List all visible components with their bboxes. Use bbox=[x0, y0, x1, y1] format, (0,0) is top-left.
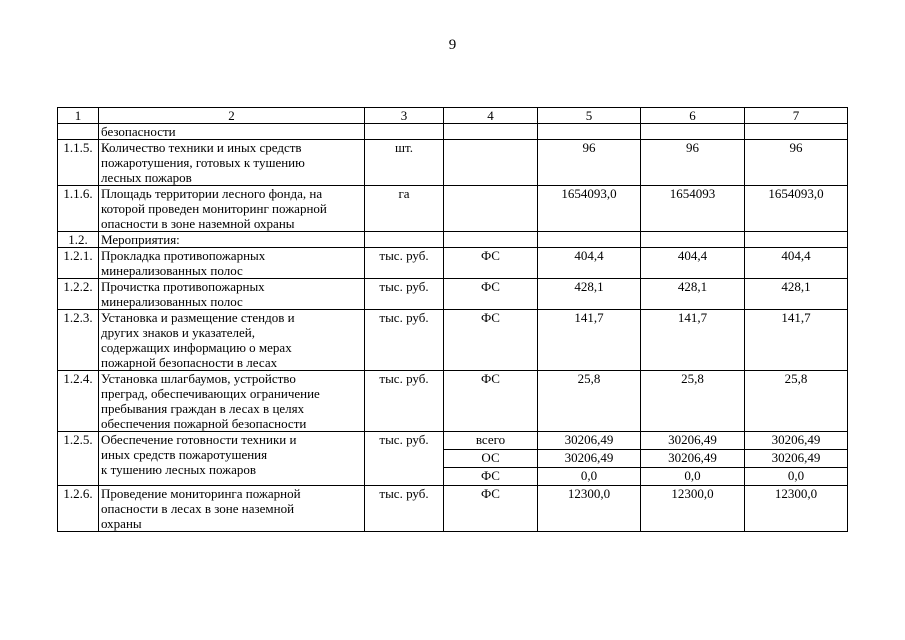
item-name-line: Мероприятия: bbox=[101, 232, 180, 247]
table-row bbox=[58, 248, 848, 279]
funding-source: ФС bbox=[444, 279, 538, 310]
table-row bbox=[58, 432, 848, 450]
item-number: 1.2.5. bbox=[58, 432, 99, 486]
value-col6: 12300,0 bbox=[641, 486, 745, 532]
item-name bbox=[99, 232, 365, 248]
value-col6: 404,4 bbox=[641, 248, 745, 279]
value-col5: 428,1 bbox=[538, 279, 641, 310]
item-name-line: иных средств пожаротушения bbox=[101, 447, 268, 462]
value-col7: 30206,49 bbox=[745, 432, 848, 450]
value-col5 bbox=[538, 124, 641, 140]
unit: тыс. руб. bbox=[365, 486, 444, 532]
table-row bbox=[58, 279, 848, 310]
value-col7: 141,7 bbox=[745, 310, 848, 371]
item-name-line: к тушению лесных пожаров bbox=[101, 462, 257, 477]
header-cell: 1 bbox=[58, 108, 99, 124]
header-cell: 2 bbox=[99, 108, 365, 124]
value-col6: 1654093 bbox=[641, 186, 745, 232]
value-col5: 0,0 bbox=[538, 468, 641, 486]
value-col5: 404,4 bbox=[538, 248, 641, 279]
value-col7: 1654093,0 bbox=[745, 186, 848, 232]
item-name-line: преград, обеспечивающих ограничение bbox=[101, 386, 320, 401]
item-number: 1.1.5. bbox=[58, 140, 99, 186]
value-col6: 30206,49 bbox=[641, 450, 745, 468]
header-cell: 3 bbox=[365, 108, 444, 124]
item-name-line: пожарной безопасности в лесах bbox=[101, 355, 278, 370]
item-number: 1.2.4. bbox=[58, 371, 99, 432]
item-name-line: Обеспечение готовности техники и bbox=[101, 432, 297, 447]
item-number: 1.1.6. bbox=[58, 186, 99, 232]
header-cell: 6 bbox=[641, 108, 745, 124]
value-col7: 404,4 bbox=[745, 248, 848, 279]
value-col7 bbox=[745, 232, 848, 248]
item-name-line: Проведение мониторинга пожарной bbox=[101, 486, 301, 501]
funding-source: ФС bbox=[444, 371, 538, 432]
item-name-line: охраны bbox=[101, 516, 142, 531]
funding-source bbox=[444, 186, 538, 232]
header-cell: 4 bbox=[444, 108, 538, 124]
item-number: 1.2.2. bbox=[58, 279, 99, 310]
item-name-line: лесных пожаров bbox=[101, 170, 192, 185]
item-number: 1.2.3. bbox=[58, 310, 99, 371]
item-name bbox=[99, 432, 365, 486]
item-name bbox=[99, 248, 365, 279]
value-col6 bbox=[641, 232, 745, 248]
value-col6: 96 bbox=[641, 140, 745, 186]
value-col6: 30206,49 bbox=[641, 432, 745, 450]
value-col6: 0,0 bbox=[641, 468, 745, 486]
value-col7: 428,1 bbox=[745, 279, 848, 310]
item-name-line: пребывания граждан в лесах в целях bbox=[101, 401, 305, 416]
item-name bbox=[99, 279, 365, 310]
item-name-line: опасности в лесах в зоне наземной bbox=[101, 501, 295, 516]
funding-source: ФС bbox=[444, 248, 538, 279]
value-col6: 428,1 bbox=[641, 279, 745, 310]
table-row bbox=[58, 486, 848, 532]
value-col7: 96 bbox=[745, 140, 848, 186]
value-col7: 12300,0 bbox=[745, 486, 848, 532]
unit: тыс. руб. bbox=[365, 248, 444, 279]
item-name-line: которой проведен мониторинг пожарной bbox=[101, 201, 327, 216]
item-name-line: обеспечения пожарной безопасности bbox=[101, 416, 307, 431]
unit: шт. bbox=[365, 140, 444, 186]
table-row bbox=[58, 140, 848, 186]
unit: тыс. руб. bbox=[365, 371, 444, 432]
value-col5: 25,8 bbox=[538, 371, 641, 432]
value-col5: 30206,49 bbox=[538, 450, 641, 468]
item-name-line: Прочистка противопожарных bbox=[101, 279, 265, 294]
item-name bbox=[99, 486, 365, 532]
item-name bbox=[99, 371, 365, 432]
item-number: 1.2.6. bbox=[58, 486, 99, 532]
unit: тыс. руб. bbox=[365, 279, 444, 310]
item-name-line: опасности в зоне наземной охраны bbox=[101, 216, 295, 231]
item-name-line: пожаротушения, готовых к тушению bbox=[101, 155, 305, 170]
unit bbox=[365, 232, 444, 248]
item-number: 1.2. bbox=[58, 232, 99, 248]
item-name-line: Установка шлагбаумов, устройство bbox=[101, 371, 296, 386]
item-name-line: Количество техники и иных средств bbox=[101, 140, 302, 155]
item-name-line: содержащих информацию о мерах bbox=[101, 340, 292, 355]
item-name-line: Площадь территории лесного фонда, на bbox=[101, 186, 323, 201]
table-row bbox=[58, 371, 848, 432]
unit: тыс. руб. bbox=[365, 432, 444, 486]
item-number bbox=[58, 124, 99, 140]
funding-source: ФС bbox=[444, 468, 538, 486]
funding-source: всего bbox=[444, 432, 538, 450]
header-cell: 5 bbox=[538, 108, 641, 124]
item-name-line: минерализованных полос bbox=[101, 263, 243, 278]
item-name bbox=[99, 140, 365, 186]
item-name-line: Прокладка противопожарных bbox=[101, 248, 266, 263]
funding-source: ФС bbox=[444, 486, 538, 532]
value-col5: 30206,49 bbox=[538, 432, 641, 450]
value-col7: 25,8 bbox=[745, 371, 848, 432]
value-col5: 141,7 bbox=[538, 310, 641, 371]
value-col5: 12300,0 bbox=[538, 486, 641, 532]
value-col5: 96 bbox=[538, 140, 641, 186]
header-cell: 7 bbox=[745, 108, 848, 124]
item-name-line: минерализованных полос bbox=[101, 294, 243, 309]
value-col7: 0,0 bbox=[745, 468, 848, 486]
table-row bbox=[58, 310, 848, 371]
table-row bbox=[58, 124, 848, 140]
funding-source: ФС bbox=[444, 310, 538, 371]
page-number: 9 bbox=[448, 37, 457, 53]
value-col6: 141,7 bbox=[641, 310, 745, 371]
value-col6: 25,8 bbox=[641, 371, 745, 432]
item-name bbox=[99, 124, 365, 140]
table-row bbox=[58, 186, 848, 232]
value-col5 bbox=[538, 232, 641, 248]
value-col7 bbox=[745, 124, 848, 140]
item-name bbox=[99, 310, 365, 371]
item-name bbox=[99, 186, 365, 232]
funding-source bbox=[444, 140, 538, 186]
value-col7: 30206,49 bbox=[745, 450, 848, 468]
table-row bbox=[58, 232, 848, 248]
item-name-line: Установка и размещение стендов и bbox=[101, 310, 295, 325]
item-name-line: других знаков и указателей, bbox=[101, 325, 255, 340]
funding-source bbox=[444, 124, 538, 140]
item-number: 1.2.1. bbox=[58, 248, 99, 279]
value-col6 bbox=[641, 124, 745, 140]
item-name-line: безопасности bbox=[101, 124, 176, 139]
unit bbox=[365, 124, 444, 140]
unit: тыс. руб. bbox=[365, 310, 444, 371]
funding-source: ОС bbox=[444, 450, 538, 468]
funding-source bbox=[444, 232, 538, 248]
measures-table bbox=[57, 107, 848, 532]
unit: га bbox=[365, 186, 444, 232]
header-row bbox=[58, 108, 848, 124]
value-col5: 1654093,0 bbox=[538, 186, 641, 232]
